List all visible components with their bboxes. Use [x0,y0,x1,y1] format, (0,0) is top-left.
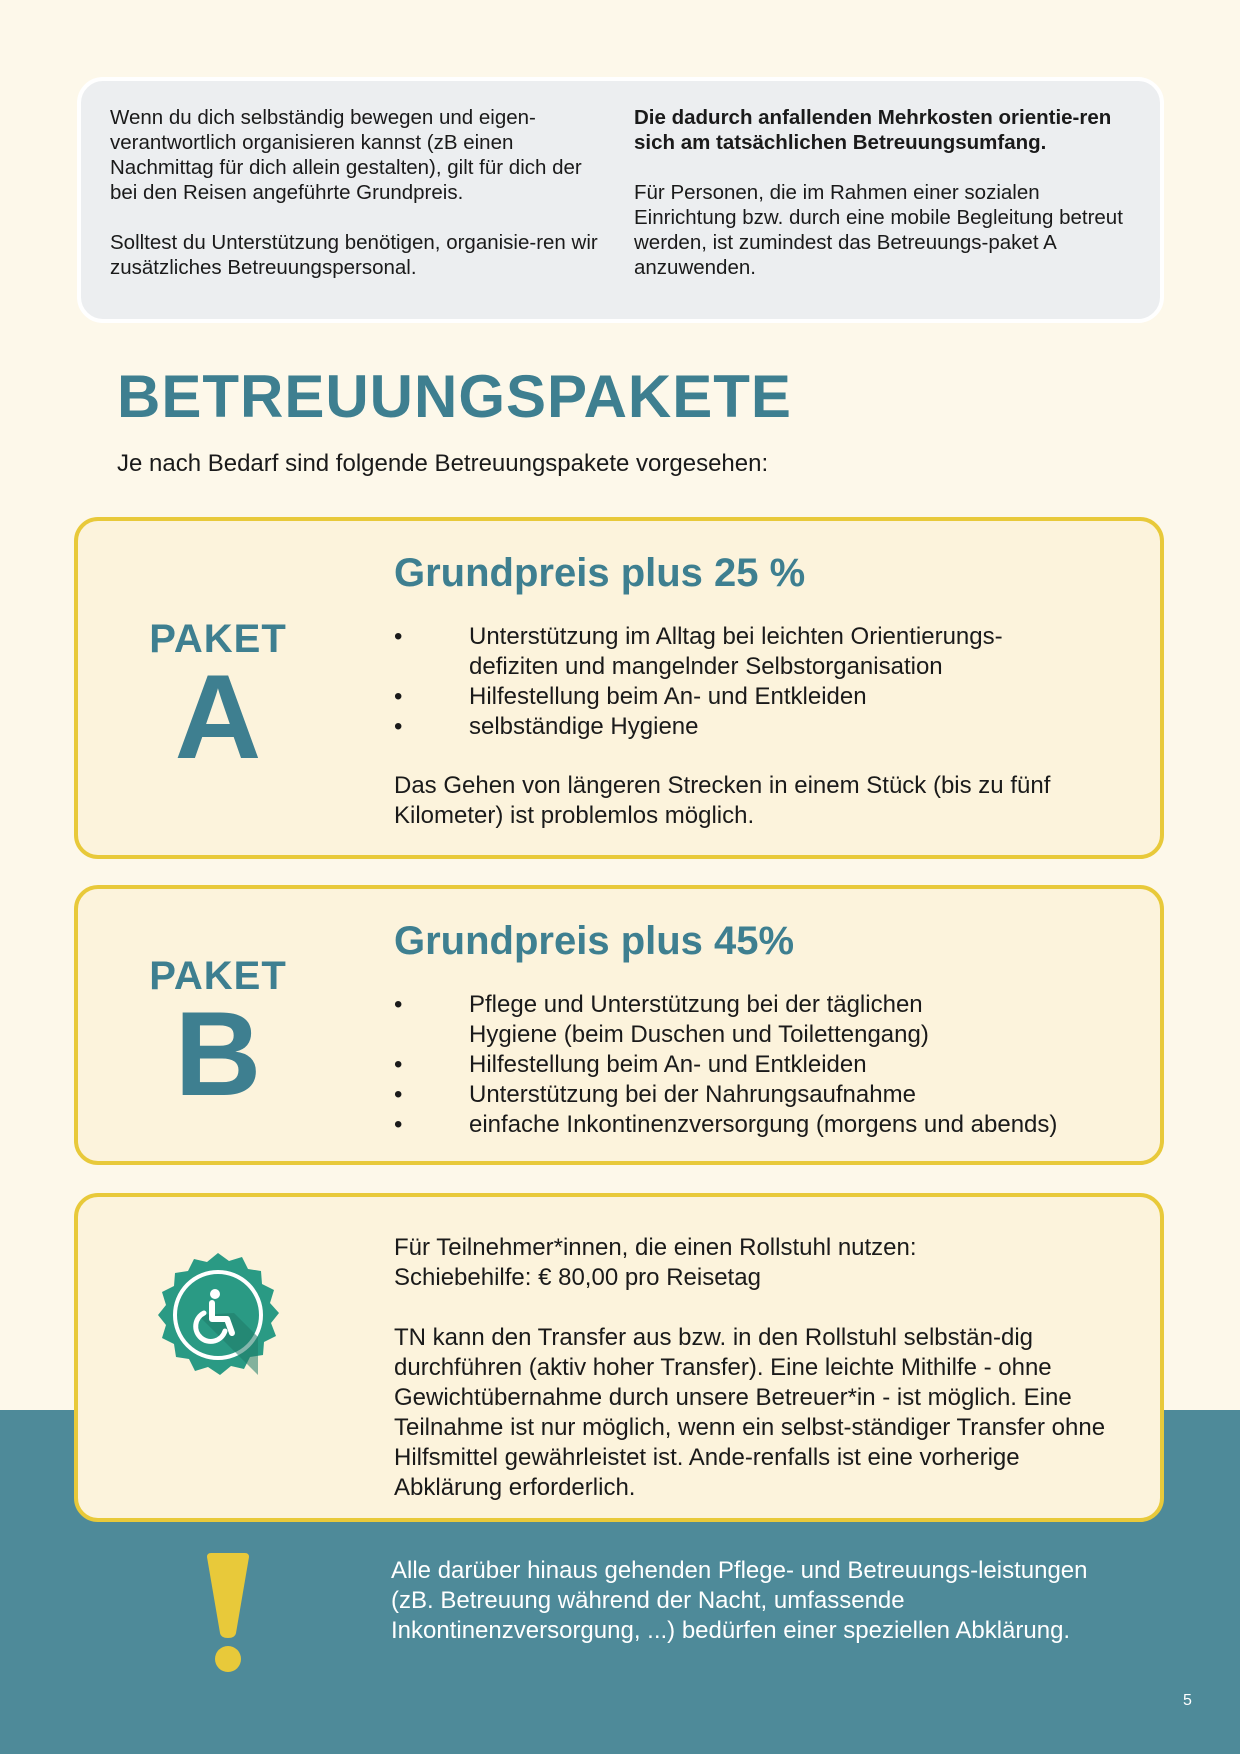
wheelchair-intro [394,1233,1120,1293]
package-b-card [74,885,1164,1165]
page-number: 5 [1183,1692,1192,1709]
info-column-right [634,105,1130,319]
bullet-icon: • [394,713,403,740]
list-item: defiziten und mangelnder Selbstorganisation [469,653,943,680]
wheelchair-description: TN kann den Transfer aus bzw. in den Rollstuhl selbstän-dig durchführen (aktiv hoher Transfer). Eine leichte Mithilfe - ohne Gewichtübernahme durch unsere Betreuer*in - ist möglich. Eine Teilnahme ist nur möglich, wenn ein selbst-ständiger Transfer ohne Hilfsmittel gewährleistet ist. Ande-renfalls ist eine vorherige Abklärung erforderlich. [394,1324,1106,1501]
wheelchair-line1: Für Teilnehmer*innen, die einen Rollstuhl nutzen: [394,1234,917,1261]
package-description: Das Gehen von längeren Strecken in einem Stück (bis zu fünf Kilometer) ist problemlos möglich. [394,772,1051,829]
bullet-icon: • [394,1111,403,1138]
info-paragraph: Wenn du dich selbständig bewegen und eigen-verantwortlich organisieren kannst (zB einen Nachmittag für dich allein gestalten), gilt für dich der bei den Reisen angeführte Grundpreis. [110,106,582,204]
list-item: • Hilfestellung beim An- und Entkleiden [394,683,867,710]
info-column-left [110,105,606,319]
package-bullet-list [394,990,1120,1140]
list-item: • Unterstützung im Alltag bei leichten Orientierungs- [394,623,1003,650]
package-content [394,919,1120,1140]
info-paragraph-bold: Die dadurch anfallenden Mehrkosten orientie-ren sich am tatsächlichen Betreuungsumfang. [634,106,1112,154]
wheelchair-badge-icon [152,1251,284,1383]
wheelchair-card [74,1193,1164,1522]
bullet-icon: • [394,1081,403,1108]
list-item: • Unterstützung bei der Nahrungsaufnahme [394,1081,916,1108]
package-heading: Grundpreis plus 25 % [394,551,806,595]
section-title: BETREUUNGSPAKETE [117,363,792,430]
list-item: • Pflege und Unterstützung bei der täglichen [394,991,923,1018]
package-content [394,551,1120,831]
package-word: PAKET [149,617,287,661]
info-box [77,77,1164,323]
bullet-icon: • [394,991,403,1018]
package-label [78,954,358,1121]
list-item: • einfache Inkontinenzversorgung (morgens und abends) [394,1111,1058,1138]
wheelchair-price: Schiebehilfe: € 80,00 pro Reisetag [394,1264,761,1291]
list-item: • Hilfestellung beim An- und Entkleiden [394,1051,867,1078]
package-bullet-list [394,622,1120,742]
package-label [78,617,358,784]
note-text: Alle darüber hinaus gehenden Pflege- und Betreuungs-leistungen (zB. Betreuung während der Nacht, umfassende Inkontinenzversorgung, ...) bedürfen einer speziellen Abklärung. [391,1557,1088,1644]
package-letter: A [174,650,262,784]
list-item: • selbständige Hygiene [394,713,699,740]
wheelchair-content [394,1233,1120,1503]
info-paragraph: Solltest du Unterstützung benötigen, organisie-ren wir zusätzliches Betreuungspersonal. [110,231,598,279]
package-heading: Grundpreis plus 45% [394,919,795,963]
package-letter: B [174,987,262,1121]
package-word: PAKET [149,954,287,998]
package-a-card [74,517,1164,859]
list-item: Hygiene (beim Duschen und Toilettengang) [469,1021,929,1048]
bullet-icon: • [394,1051,403,1078]
bullet-icon: • [394,623,403,650]
bullet-icon: • [394,683,403,710]
info-paragraph: Für Personen, die im Rahmen einer sozialen Einrichtung bzw. durch eine mobile Begleitung betreut werden, ist zumindest das Betreuungs-paket A anzuwenden. [634,181,1123,279]
exclamation-icon [203,1553,253,1673]
section-intro: Je nach Bedarf sind folgende Betreuungspakete vorgesehen: [117,450,769,477]
